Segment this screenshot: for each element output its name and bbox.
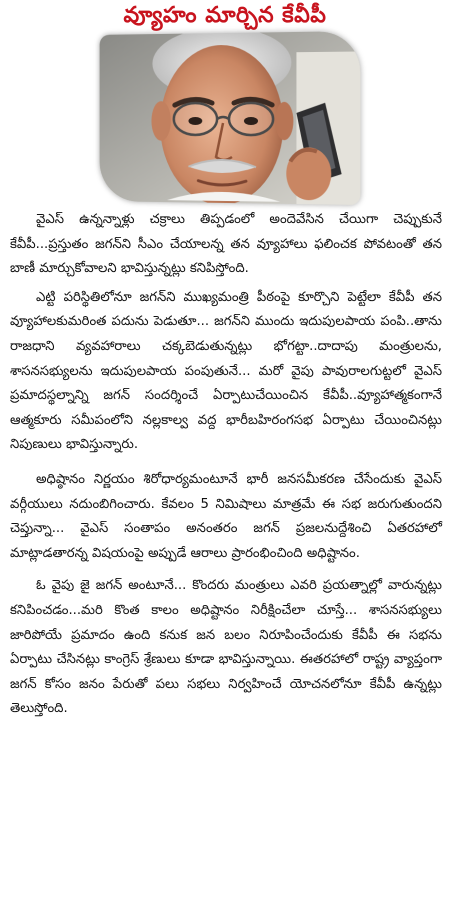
headline: వ్యూహం మార్చిన కేవీపీ — [123, 3, 327, 28]
paragraph-2: ఎట్టి పరిస్థితిలోనూ జగన్‌ని ముఖ్యమంత్రి పీఠంపై కూర్చొని పెట్టేలా కేవీపీ తన వ్యూహాలకుమరింత పదును పెడుతూ... జగన్‌ని ముందు ఇదుపులపాయ పంపి..తాను రాజధాని వ్యవహారాలు చక్కబెడుతున్నట్లు భోగట్టా..దాదాపు మంత్రులను, శాసనసభ్యులను ఇదుపులపాయ పంపుతునే... మరో వైపు పావురాలగుట్టలో వైఎస్ ప్రమాదస్థల్నాన్ని జగన్ సందర్శించే ఏర్పాటుచేయించిన కేవీపీ..వ్యూహాత్మకంగానే ఆత్మకూరు సమీపంలోని నల్లకాల్వ వద్ద భారీబహిరంగసభ ఏర్పాటు చేయించినట్లు నిపుణులు భావిస్తున్నారు. — [10, 289, 442, 453]
paragraph-1: వైఎస్ ఉన్నన్నాళ్లు చక్రాలు తిప్పడంలో అందెవేసిన చేయిగా చెప్పుకునే కేవీపీ...ప్రస్తుతం జగన్‌ని సీఎం చేయాలన్న తన వ్యూహాలు ఫలించక పోవటంతో తన బాణీ మార్చుకోవాలని భావిస్తున్నట్లు కనిపిస్తోంది. — [10, 212, 442, 277]
paragraph-4: ఓ వైపు జై జగన్ అంటూనే... కొందరు మంత్రులు ఎవరి ప్రయత్నాల్లో వారున్నట్లు కనిపించడం...మరి కొంత కాలం అధిష్టానం నిరీక్షించేలా చూస్తే... శాసనసభ్యులు జారిపోయే ప్రమాదం ఉంది కనుక జన బలం నిరూపించేందుకు కేవీపీ ఈ సభను ఏర్పాటు చేసినట్లు కాంగ్రెస్ శ్రేణులు కూడా భావిస్తున్నాయి. ఈతరహాలో రాష్ట్ర వ్యాప్తంగా జగన్ కోసం జనం పేరుతో పలు సభలు నిర్వహించే యోచనలోనూ కేవీపీ ఉన్నట్లు తెలుస్తోంది. — [10, 578, 442, 717]
article-body — [10, 208, 442, 730]
portrait-photo-illustration — [100, 31, 361, 205]
portrait-photo — [100, 31, 361, 205]
paragraph-3: అధిష్ఠానం నిర్ణయం శిరోధార్యమంటూనే భారీ జనసమీకరణ చేసేందుకు వైఎస్ వర్గీయులు నదుంబిగించారు. కేవలం 5 నిమిషాలు మాత్రమే ఈ సభ జరుగుతుందని చెప్తున్నా... వైఎస్ సంతాపం అనంతరం జగన్ ప్రజలనుద్దేశించి ఏతరహాలో మాట్లాడతారన్న విషయంపై అప్పుడే ఆరాలు ప్రారంభించింది అధిష్టానం. — [10, 471, 442, 561]
